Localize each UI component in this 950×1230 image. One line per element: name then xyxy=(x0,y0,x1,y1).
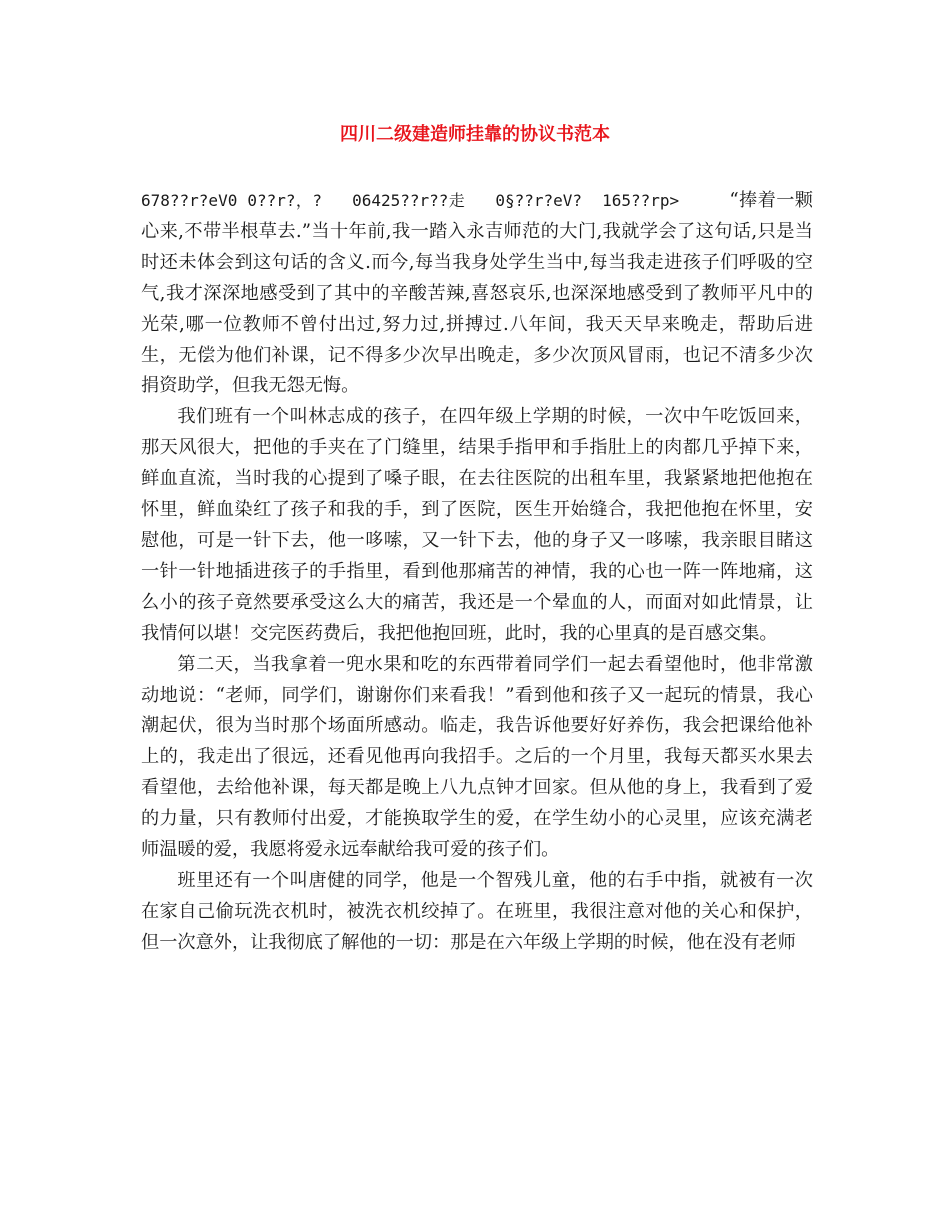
paragraph-3: 第二天，当我拿着一兜水果和吃的东西带着同学们一起去看望他时，他非常激动地说：“老师，同学们，谢谢你们来看我！”看到他和孩子又一起玩的情景，我心潮起伏，很为当时那个场面所感动。临走，我告诉他要好好养伤，我会把课给他补上的，我走出了很远，还看见他再向我招手。之后的一个月里，我每天都买水果去看望他，去给他补课，每天都是晚上八九点钟才回家。但从他的身上，我看到了爱的力量，只有教师付出爱，才能换取学生的爱，在学生幼小的心灵里，应该充满老师温暖的爱，我愿将爱永远奉献给我可爱的孩子们。 xyxy=(141,653,813,861)
paragraph-1-text: “捧着一颗心来,不带半根草去.”当十年前,我一踏入永吉师范的大门,我就学会了这句话,只是当时还未体会到这句话的含义.而今,每当我身处学生当中,每当我走进孩子们呼吸的空气,我才深深地感受到了其中的辛酸苦辣,喜怒哀乐,也深深地感受到了教师平凡中的光荣,哪一位教师不曾付出过,努力过,拼搏过.八年间，我天天早来晚走，帮助后进生，无偿为他们补课，记不得多少次早出晚走，多少次顶风冒雨，也记不清多少次捐资助学，但我无怨无悔。 xyxy=(141,190,813,397)
document-title: 四川二级建造师挂靠的协议书范本 xyxy=(340,124,610,145)
document-body xyxy=(141,186,813,959)
paragraph-1 xyxy=(141,186,813,402)
paragraph-4: 班里还有一个叫唐健的同学，他是一个智残儿童，他的右手中指，就被有一次在家自己偷玩洗衣机时，被洗衣机绞掉了。在班里，我很注意对他的关心和保护，但一次意外，让我彻底了解他的一切：那是在六年级上学期的时候，他在没有老师 xyxy=(141,869,813,953)
garbled-header-text: 678??r?eV0 0??r?，? 06425??r??走 0§??r?eV? 165??rp> xyxy=(141,191,730,210)
paragraph-2: 我们班有一个叫林志成的孩子，在四年级上学期的时候，一次中午吃饭回来，那天风很大，把他的手夹在了门缝里，结果手指甲和手指肚上的肉都几乎掉下来，鲜血直流，当时我的心提到了嗓子眼，在去往医院的出租车里，我紧紧地把他抱在怀里，鲜血染红了孩子和我的手，到了医院，医生开始缝合，我把他抱在怀里，安慰他，可是一针下去，他一哆嗦，又一针下去，他的身子又一哆嗦，我亲眼目睹这一针一针地插进孩子的手指里，看到他那痛苦的神情，我的心也一阵一阵地痛，这么小的孩子竟然要承受这么大的痛苦，我还是一个晕血的人，而面对如此情景，让我情何以堪！交完医药费后，我把他抱回班，此时，我的心里真的是百感交集。 xyxy=(141,406,813,644)
